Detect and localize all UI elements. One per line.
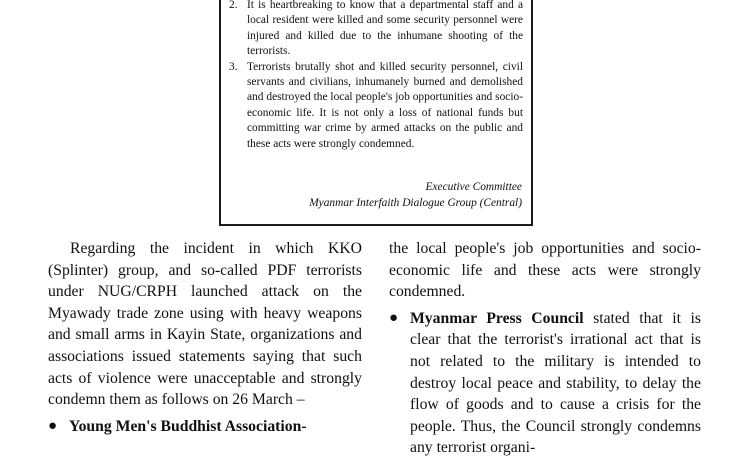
- signature-committee: Executive Committee: [425, 181, 522, 193]
- statement-item-2: [229, 0, 523, 60]
- statement-item-text: Terrorists brutally shot and killed security personnel, civil servants and civilians, inhumanely burned and demolished and destroyed the local people's job opportunities and socio-economic life. It is not only a loss of national funds but committing war crime by armed attacks on the public and these acts were strongly condemned.: [247, 60, 523, 150]
- bullet-icon: ●: [389, 309, 399, 326]
- bullet-text: stated that it is clear that the terrorist's irrational act that is not related to the military is intended to destroy local peace and stability, to delay the flow of goods and to cause a crisis for the people. Thus, the Council strongly condemns any terrorist organi-: [410, 309, 702, 457]
- continuation-paragraph: the local people's job opportunities and socio-economic life and these acts were strongly condemned.: [389, 240, 701, 301]
- right-column: [389, 238, 701, 459]
- bullet-icon: ●: [48, 417, 58, 434]
- statement-item-text: It is heartbreaking to know that a departmental staff and a local resident were killed and some security personnel were injured and killed due to the inhumane shooting of the terrorists.: [247, 0, 523, 58]
- bullet-bold-label: Myanmar Press Council: [410, 309, 584, 327]
- statement-item-3: [229, 60, 523, 152]
- bullet-item-ymba: [48, 416, 362, 438]
- statement-box: [219, 0, 533, 226]
- signature-organization: Myanmar Interfaith Dialogue Group (Central): [309, 197, 522, 209]
- statement-list: [229, 0, 523, 152]
- intro-paragraph: Regarding the incident in which KKO (Splinter) group, and so-called PDF terrorists under NUG/CRPH launched attack on the Myawady trade zone using with heavy weapons and small arms in Kayin State, organizations and associations issued statements saying that such acts of violence were unacceptable and strongly condemn them as follows on 26 March –: [48, 240, 362, 409]
- left-column: [48, 238, 362, 437]
- statement-item-number: 3.: [229, 60, 238, 73]
- bullet-item-press-council: [389, 308, 701, 459]
- statement-item-number: 2.: [229, 0, 238, 11]
- bullet-bold-label: Young Men's Buddhist Association-: [69, 417, 307, 435]
